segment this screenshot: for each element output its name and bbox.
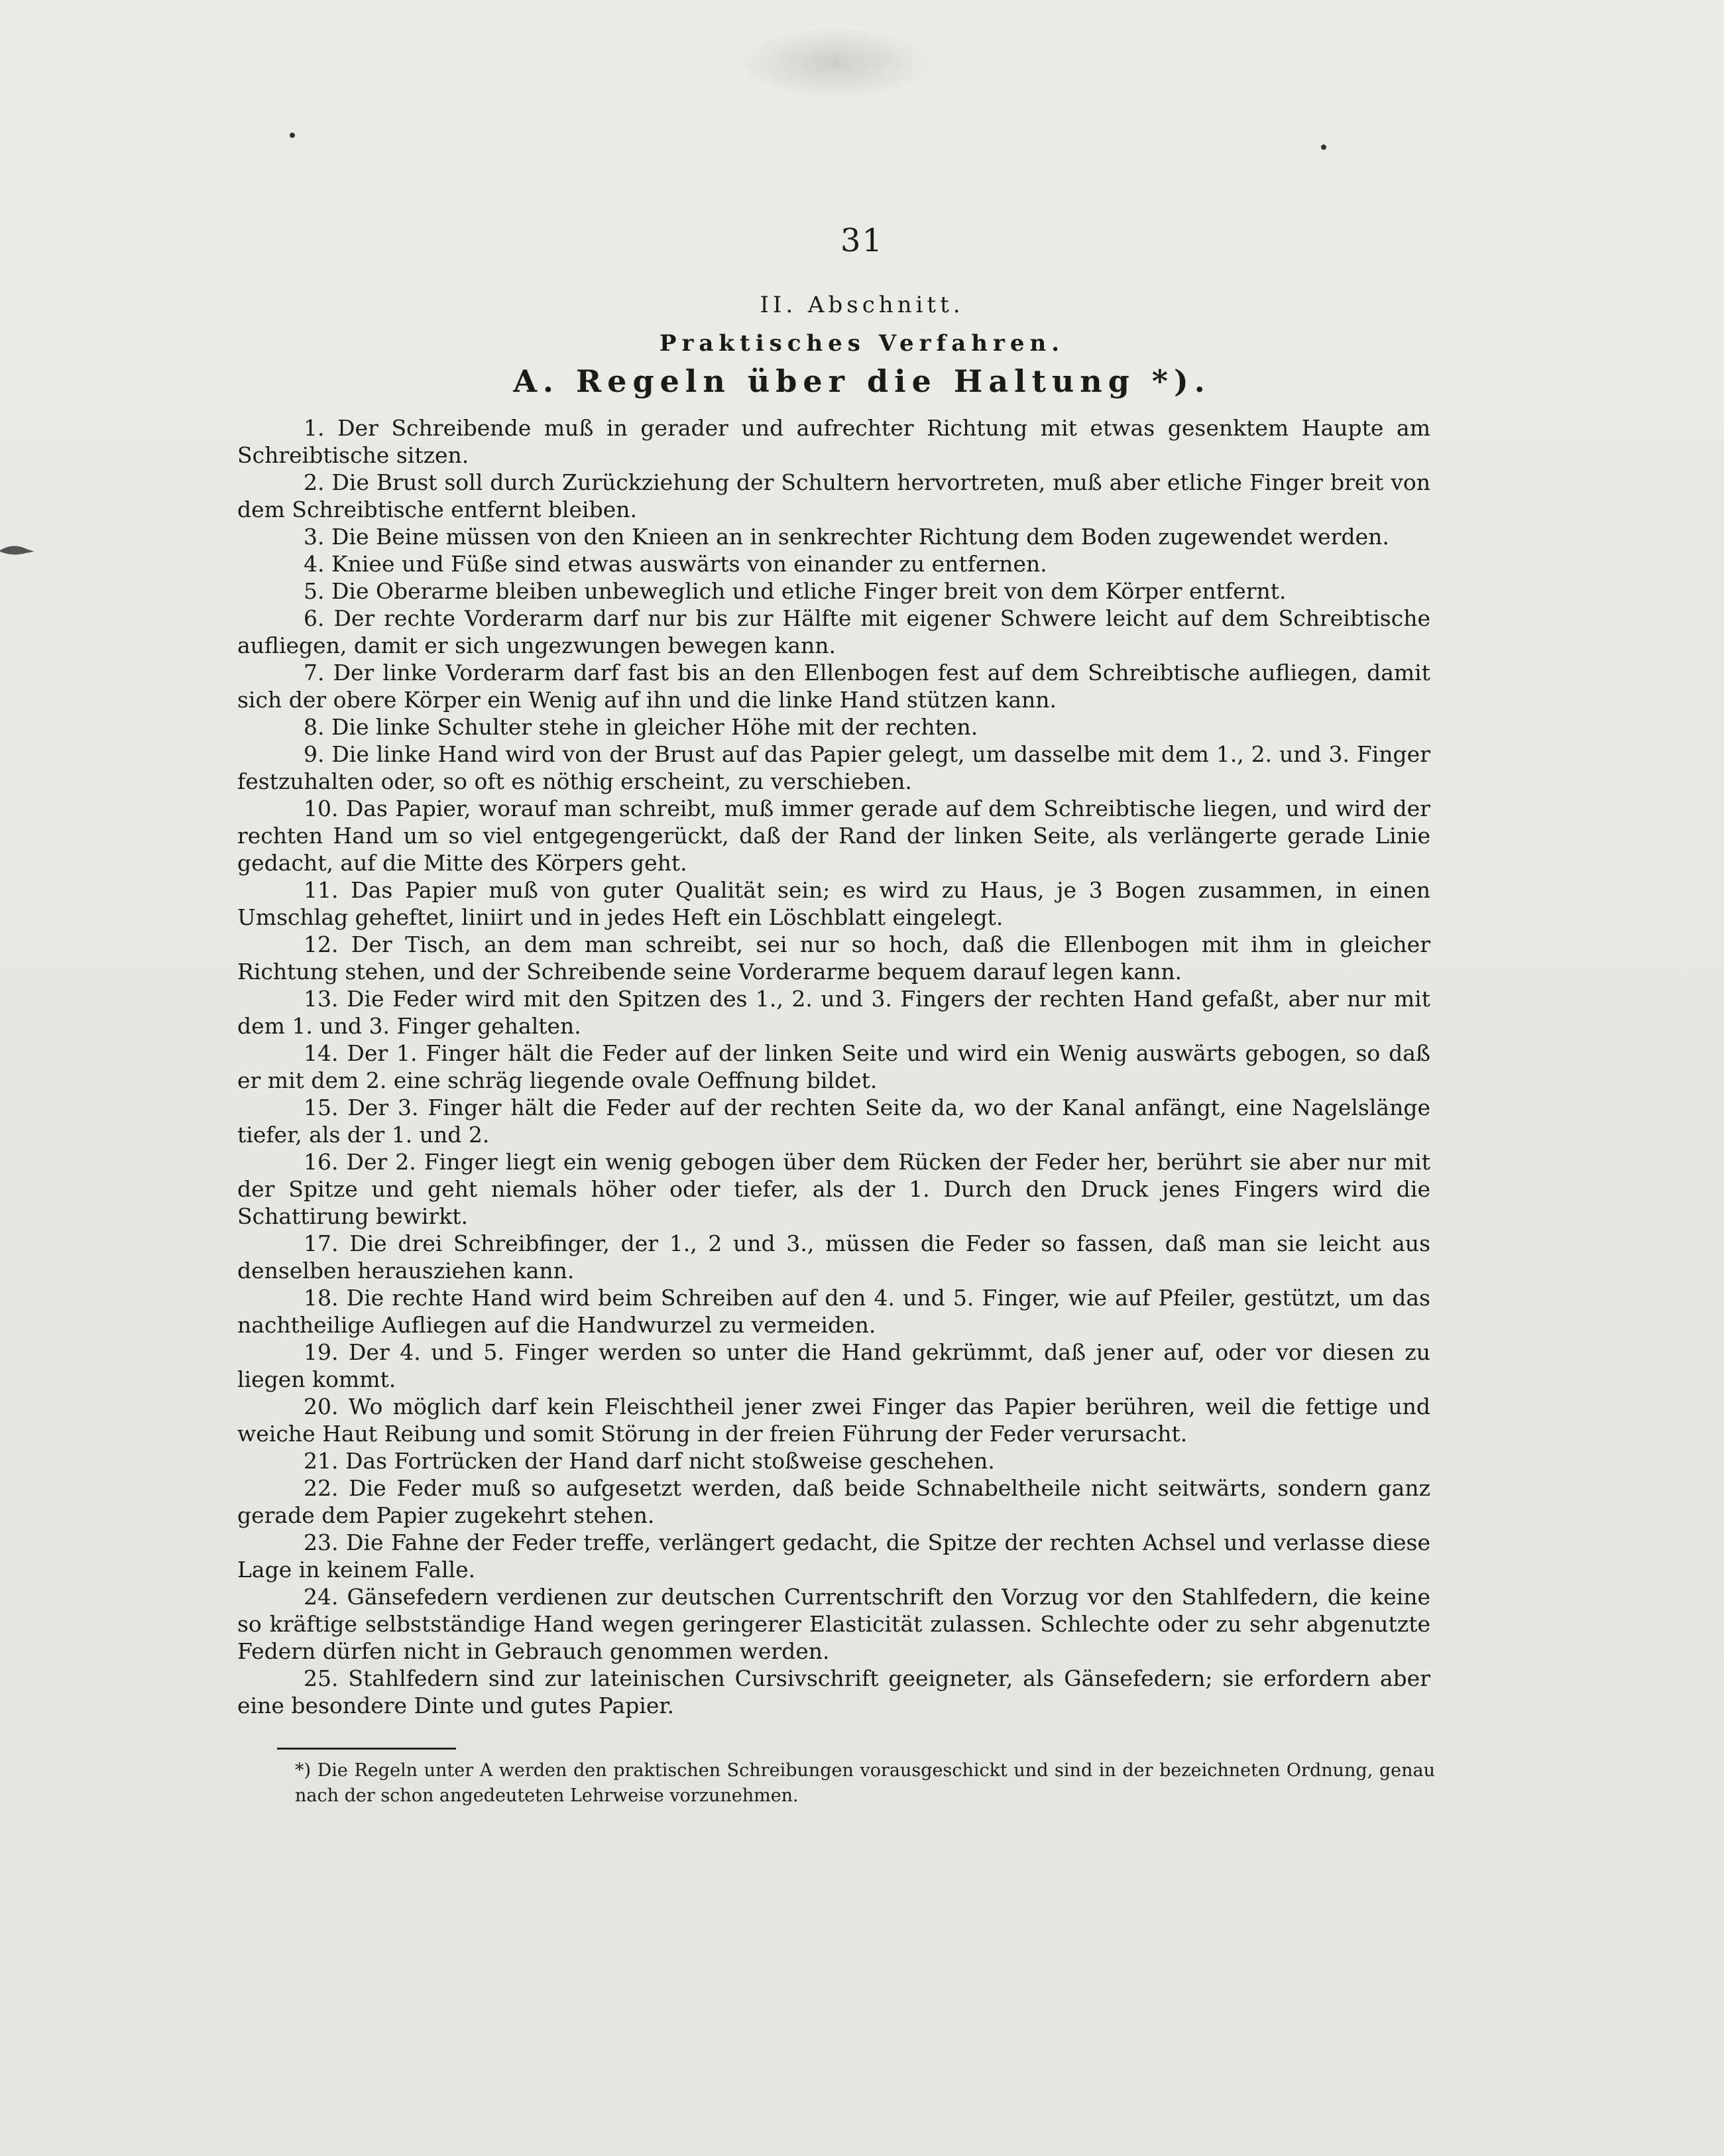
rule-paragraph: 25. Stahlfedern sind zur lateinischen Cursivschrift geeigneter, als Gänsefedern; sie erfordern aber eine besondere Dinte und gutes Papier. — [237, 1665, 1430, 1718]
rule-paragraph: 13. Die Feder wird mit den Spitzen des 1., 2. und 3. Fingers der rechten Hand gefaßt, aber nur mit dem 1. und 3. Finger gehalten. — [237, 986, 1430, 1039]
rule-paragraph: 23. Die Fahne der Feder treffe, verlängert gedacht, die Spitze der rechten Achsel und verlasse diese Lage in keinem Falle. — [237, 1529, 1430, 1583]
rule-paragraph: 10. Das Papier, worauf man schreibt, muß immer gerade auf dem Schreibtische liegen, und wird der rechten Hand um so viel entgegengerückt, daß der Rand der linken Seite, als verlängerte gerade Linie gedacht, auf die Mitte des Körpers geht. — [237, 796, 1430, 876]
footnote: *) Die Regeln unter A werden den praktischen Schreibungen vorausgeschickt und sind in der bezeichneten Ordnung, genau nach der schon angedeuteten Lehrweise vorzunehmen. — [295, 1760, 1435, 1806]
rule-paragraph: 4. Kniee und Füße sind etwas auswärts von einander zu entfernen. — [304, 551, 1047, 577]
rule-paragraph: 5. Die Oberarme bleiben unbeweglich und etliche Finger breit von dem Körper entfernt. — [304, 578, 1287, 604]
rule-paragraph: 12. Der Tisch, an dem man schreibt, sei nur so hoch, daß die Ellenbogen mit ihm in gleicher Richtung stehen, und der Schreibende seine Vorderarme bequem darauf legen kann. — [237, 931, 1430, 985]
ink-stain — [736, 27, 935, 99]
rule-paragraph: 7. Der linke Vorderarm darf fast bis an den Ellenbogen fest auf dem Schreibtische aufliegen, damit sich der obere Körper ein Wenig auf ihn und die linke Hand stützen kann. — [237, 660, 1430, 713]
subheading: Praktisches Verfahren. — [659, 330, 1065, 357]
rule-paragraph: 1. Der Schreibende muß in gerader und aufrechter Richtung mit etwas gesenktem Haupte am Schreibtische sitzen. — [237, 415, 1430, 468]
rule-paragraph: 3. Die Beine müssen von den Knieen an in senkrechter Richtung dem Boden zugewendet werden. — [304, 524, 1389, 550]
rule-paragraph: 2. Die Brust soll durch Zurückziehung der Schultern hervortreten, muß aber etliche Finger breit von dem Schreibtische entfernt bleiben. — [237, 469, 1430, 522]
rule-paragraph: 24. Gänsefedern verdienen zur deutschen Currentschrift den Vorzug vor den Stahlfedern, die keine so kräftige selbstständige Hand wegen geringerer Elasticität zulassen. Schlechte oder zu sehr abgenutzte Federn dürfen nicht in Gebrauch genommen werden. — [237, 1584, 1430, 1664]
rules-list — [237, 414, 1430, 1719]
page-heading: A. Regeln über die Haltung *). — [513, 363, 1211, 399]
rule-paragraph: 15. Der 3. Finger hält die Feder auf der rechten Seite da, wo der Kanal anfängt, eine Nagelslänge tiefer, als der 1. und 2. — [237, 1095, 1430, 1148]
rule-paragraph: 9. Die linke Hand wird von der Brust auf das Papier gelegt, um dasselbe mit dem 1., 2. und 3. Finger festzuhalten oder, so oft es nöthig erscheint, zu verschieben. — [237, 741, 1430, 794]
footnote-divider — [277, 1748, 456, 1750]
rule-paragraph: 21. Das Fortrücken der Hand darf nicht stoßweise geschehen. — [304, 1448, 995, 1474]
ink-speck — [290, 133, 295, 138]
rule-paragraph: 17. Die drei Schreibfinger, der 1., 2 und 3., müssen die Feder so fassen, daß man sie leicht aus denselben herausziehen kann. — [237, 1230, 1430, 1284]
ink-speck — [1321, 145, 1326, 150]
rule-paragraph: 19. Der 4. und 5. Finger werden so unter die Hand gekrümmt, daß jener auf, oder vor diesen zu liegen kommt. — [237, 1339, 1430, 1392]
rule-paragraph: 20. Wo möglich darf kein Fleischtheil jener zwei Finger das Papier berühren, weil die fettige und weiche Haut Reibung und somit Störung in der freien Führung der Feder verursacht. — [237, 1394, 1430, 1447]
rule-paragraph: 16. Der 2. Finger liegt ein wenig gebogen über dem Rücken der Feder her, berührt sie aber nur mit der Spitze und geht niemals höher oder tiefer, als der 1. Durch den Druck jenes Fingers wird die Schattirung bewirkt. — [237, 1149, 1430, 1229]
rule-paragraph: 18. Die rechte Hand wird beim Schreiben auf den 4. und 5. Finger, wie auf Pfeiler, gestützt, um das nachtheilige Aufliegen auf die Handwurzel zu vermeiden. — [237, 1285, 1430, 1338]
rule-paragraph: 11. Das Papier muß von guter Qualität sein; es wird zu Haus, je 3 Bogen zusammen, in einen Umschlag geheftet, liniirt und in jedes Heft ein Löschblatt eingelegt. — [237, 877, 1430, 930]
page-number: 31 — [840, 222, 884, 259]
page-edge-mark — [0, 537, 36, 564]
rule-paragraph: 14. Der 1. Finger hält die Feder auf der linken Seite und wird ein Wenig auswärts gebogen, so daß er mit dem 2. eine schräg liegende ovale Oeffnung bildet. — [237, 1040, 1430, 1093]
rule-paragraph: 8. Die linke Schulter stehe in gleicher Höhe mit der rechten. — [304, 714, 978, 740]
rule-paragraph: 6. Der rechte Vorderarm darf nur bis zur Hälfte mit eigener Schwere leicht auf dem Schreibtische aufliegen, damit er sich ungezwungen bewegen kann. — [237, 605, 1430, 658]
rule-paragraph: 22. Die Feder muß so aufgesetzt werden, daß beide Schnabeltheile nicht seitwärts, sondern ganz gerade dem Papier zugekehrt stehen. — [237, 1475, 1430, 1528]
section-label: II. Abschnitt. — [760, 292, 964, 318]
